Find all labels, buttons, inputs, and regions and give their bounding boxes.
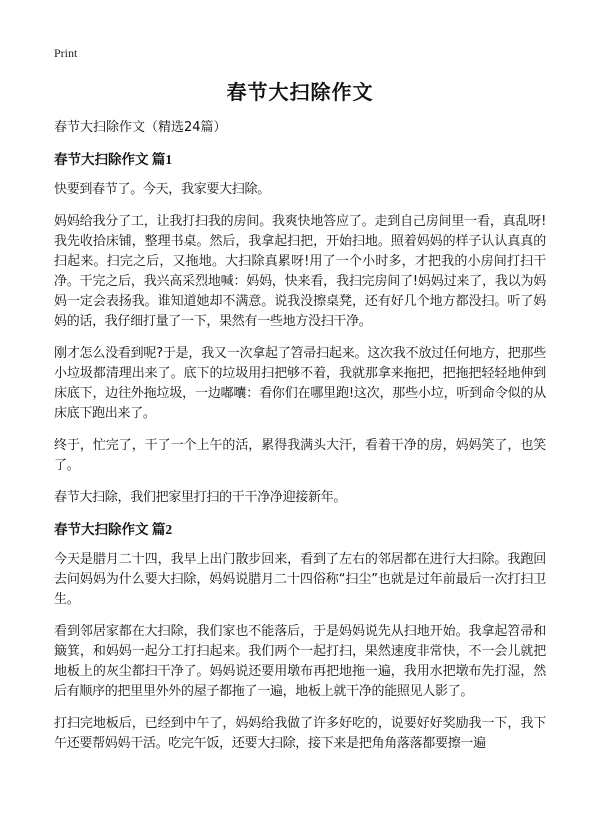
- section-heading-2: 春节大扫除作文 篇2: [54, 522, 173, 537]
- paragraph: 快要到春节了。今天，我家要大扫除。: [54, 182, 270, 197]
- paragraph: 妈妈给我分了工，让我打扫我的房间。我爽快地答应了。走到自己房间里一看，真乱呀!我先收拾床铺，整理书桌。然后，我拿起扫把，开始扫地。照着妈妈的样子认认真真的扫起来。扫完之后，又拖地。大扫除真累呀!用了一个小时多，才把我的小房间打扫干净。干完之后，我兴高采烈地喊：妈妈，快来看，我扫完房间了!妈妈过来了，我以为妈妈一定会表扬我。谁知道她却不满意。说我没擦桌凳，还有好几个地方都没扫。听了妈妈的话，我仔细打量了一下，果然有一些地方没扫干净。: [54, 214, 546, 329]
- document-body: [54, 118, 546, 766]
- print-link[interactable]: Print: [54, 46, 78, 60]
- paragraph: 刚才怎么没看到呢?于是，我又一次拿起了笤帚扫起来。这次我不放过任何地方，把那些小垃圾都清理出来了。底下的垃圾用扫把够不着，我就那拿来拖把，把拖把轻轻地伸到床底下，边往外拖垃圾，一边嘟囔：看你们在哪里跑!这次，那些小垃，听到命令似的从床底下跑出来了。: [54, 346, 546, 421]
- paragraph: 今天是腊月二十四，我早上出门散步回来，看到了左右的邻居都在进行大扫除。我跑回去问妈妈为什么要大扫除，妈妈说腊月二十四俗称“扫尘”也就是过年前最后一次打扫卫生。: [54, 552, 546, 607]
- paragraph: 看到邻居家都在大扫除，我们家也不能落后，于是妈妈说先从扫地开始。我拿起笤帚和簸箕，和妈妈一起分工打扫起来。我们两个一起打扫，果然速度非常快，不一会儿就把地板上的灰尘都扫干净了。妈妈说还要用墩布再把地拖一遍，我用水把墩布先打湿，然后有顺序的把里里外外的屋子都拖了一遍，地板上就干净的能照见人影了。: [54, 624, 546, 699]
- paragraph: 春节大扫除，我们把家里打扫的干干净净迎接新年。: [54, 490, 347, 505]
- document-title: 春节大扫除作文: [226, 80, 374, 104]
- document-subtitle: 春节大扫除作文（精选24篇）: [54, 120, 227, 135]
- section-heading-1: 春节大扫除作文 篇1: [54, 152, 173, 167]
- paragraph: 打扫完地板后，已经到中午了，妈妈给我做了许多好吃的，说要好好奖励我一下，我下午还要帮妈妈干活。吃完午饭，还要大扫除，接下来是把角角落落都要擦一遍: [54, 716, 546, 751]
- paragraph: 终于，忙完了，干了一个上午的活，累得我满头大汗，看着干净的房，妈妈笑了，也笑了。: [54, 438, 546, 473]
